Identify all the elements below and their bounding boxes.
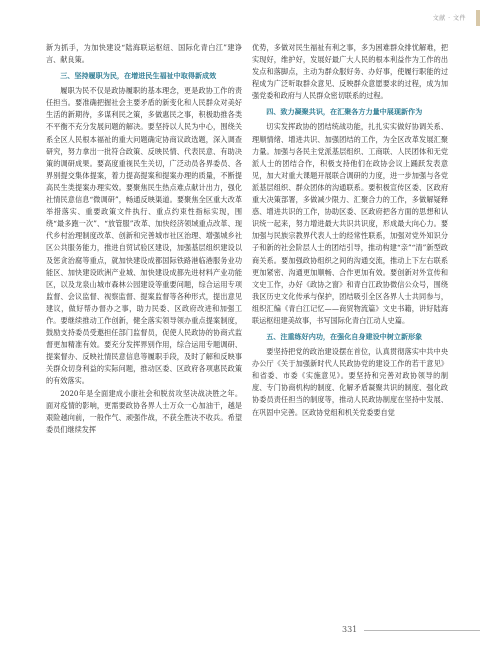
body-paragraph: 要坚持把党的政治建设摆在首位，认真贯彻落实中共中央办公厅《关于加强新时代人民政协党的建设工作的若干意见》和省委、市委《实施意见》。要坚持和完善对政协领导的制度、专门协商机构的制度、化解矛盾凝聚共识的制度、强化政协委员责任担当的制度等，推动人民政协制度在坚持中发展、在巩固中完善。区政协党组和机关党委要自觉 xyxy=(252,347,448,417)
body-paragraph: 2020年是全面建成小康社会和脱贫攻坚决战决胜之年。面对疫情的影响，更需要政协各界人士万众一心加油干，越是艰险越向前，一般作气、顽强作战，不获全胜决不收兵。希望委员们继续发挥 xyxy=(46,388,242,434)
section-heading: 三、坚持履职为民，在增进民生福祉中取得新成效 xyxy=(60,71,217,81)
body-paragraph: 新为抓手，为加快建设“陆海联运枢纽、国际化青白江”建诤言、献良策。 xyxy=(46,43,242,65)
right-column xyxy=(252,42,448,419)
body-paragraph: 切实发挥政协的团结统战功能，扎扎实实做好协调关系、理顺情绪、增进共识、加强团结的工作，为全区改革发展汇聚力量。加强与各民主党派基层组织、工商联、人民团体和无党派人士的团结合作，积极支持他们在政协会议上踊跃发表意见，加大对重大课题开展联合调研的力度，进一步加强与各党派基层组织、群众团体的沟通联系。要积极宣传区委、区政府重大决策部署，多做减少限力、汇聚合力的工作，多做解疑释惑、增进共识的工作，协助区委、区政府把各方面的思想和认识统一起来，努力增进最大共识共识度，形成最大向心力。要加强与民族宗教界代表人士的经常性联系，加强对党外知识分子和新的社会阶层人士的团结引导，推动构建“亲”“清”新型政商关系。要加强政协组织之间的沟通交流，推动上下左右联系更加紧密、沟通更加顺畅、合作更加有效。要创新对外宣传和文史工作，办好《政协之窗》和青白江政协微信公众号，围绕我区历史文化传承与保护，团结吸引全区各界人士共同参与，组织汇编《青白江记忆——商贸物流篇》文史书籍，讲好陆海联运枢纽建美故事，书写国际化青白江动人史篇。 xyxy=(252,122,448,325)
page-number: 331 xyxy=(342,625,358,634)
body-paragraph: 履职为民不仅是政协履职的基本理念，更是政协工作的责任担当。要准确把握社会主要矛盾的新变化和人民群众对美好生活的新期待，多谋利民之策，多做惠民之事，积极助推各类不平衡不充分发展问题的解决。要坚持以人民为中心，围绕关系全区人民根本福祉的重大问题确定协商议政选题，深入调查研究，努力拿出一批符合政策、反映民情、代表民意、有助决策的调研成果。要高度重视民生关切，广泛动员各界委员、各界别提交集体提案，着力提高提案和提案办理的质量，不断提高民生类提案办理实效。要聚焦民生热点难点献计出力，强化社情民意信息“微调研”，畅通反映渠道。要聚焦全区重大改革举措落实、重要政策文件执行、重点约束性指标实现，围绕“最多跑一次”、“放管服”改革、加快经济领域重点改革、现代乡村治理制度改革、创新和完善城市社区治理、增强城乡社区公共服务能力，推进自贸试验区建设，加强基层组织建设以及惩贪治腐等重点，就加快建设成都国际铁路港临港服务业功能区、加快建设欧洲产业城、加快建设成都先进材料产业功能区，以及龙泉山城市森林公园建设等重要问题，综合运用专项监督、会议监督、视察监督、提案监督等各种形式，提出意见建议，做好帮办督办之事，助力民委、区政府改进和加强工作。要继续推动工作创新，健全落实领导领办重点提案制度，鼓励支持委员受邀担任部门监督员，促使人民政协的协商式监督更加精准有效。要充分发挥界别作用，综合运用专题调研、提案督办、反映社情民意信息等履职手段，及时了解和反映事关群众切身利益的实际问题，推动区委、区政府各项惠民政策的有效落实。 xyxy=(46,86,242,386)
left-column xyxy=(46,42,242,436)
section-heading: 五、注重练好内功，在强化自身建设中树立新形象 xyxy=(266,332,423,342)
section-heading: 四、致力凝聚共识，在汇聚各方力量中展现新作为 xyxy=(266,107,423,117)
body-paragraph: 优势，多做对民生福祉有利之事，多为困难群众排忧解难，把实现好，维护好，发展好最广大人民的根本利益作为工作的出发点和落脚点，主动为群众服好务、办好事，使履行职能的过程成为广泛听取群众意见、反映群众意愿要求的过程，成为加强党委和政府与人民群众密切联系的过程。 xyxy=(252,43,448,101)
header-accent-bar xyxy=(476,10,480,26)
footer-rule xyxy=(364,630,480,631)
header-label: 文献 · 文件 xyxy=(432,15,466,22)
